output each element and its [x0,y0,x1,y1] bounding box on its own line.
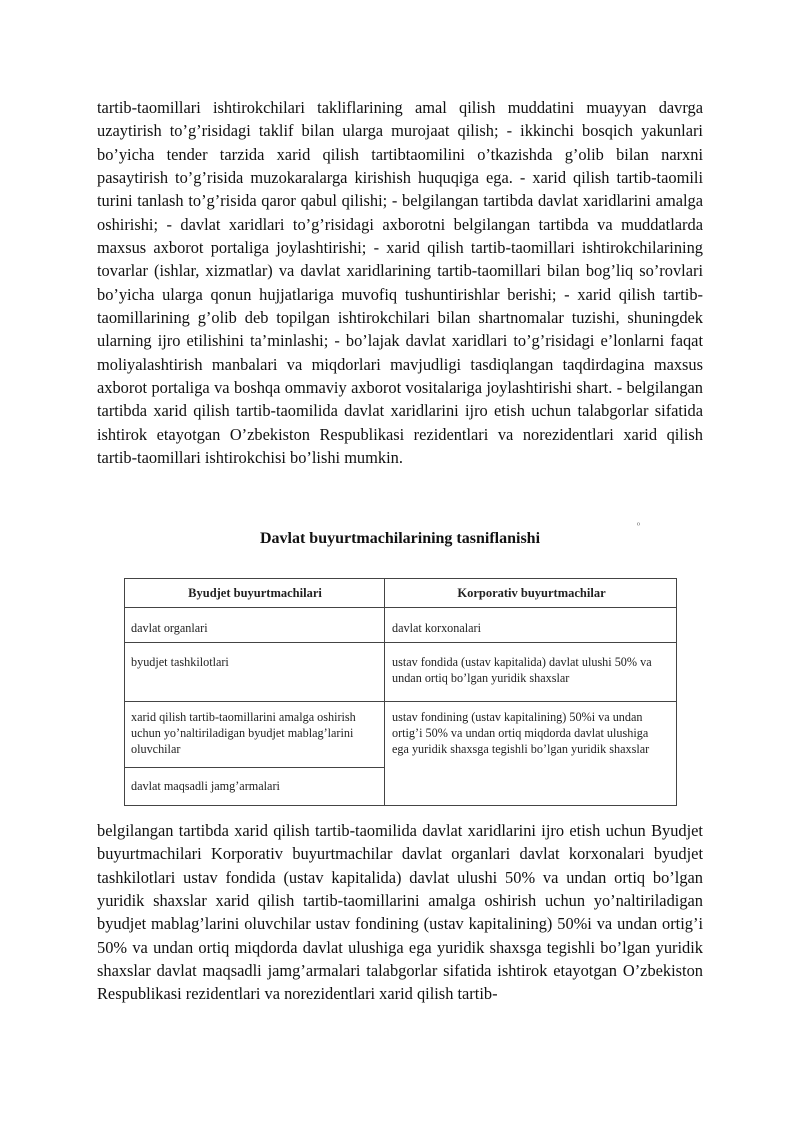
table-cell-right-2: ustav fondida (ustav kapitalida) davlat ulushi 50% va undan ortiq bo’lgan yuridik shaxslar [392,655,652,685]
table-cell-left-4: davlat maqsadli jamg’armalari [131,779,280,793]
table-row-line-3-left [124,767,384,768]
table-header-line [124,607,677,608]
body-paragraph-bottom: belgilangan tartibda xarid qilish tartib-taomilida davlat xaridlarini ijro etish uchun Byudjet buyurtmachilari Korporativ buyurtmachilar davlat organlari davlat korxonalari byudjet tashkilotlari ustav fondida (ustav kapitalida) davlat ulushi 50% va undan ortiq bo’lgan yuridik shaxslar xarid qilish tartib-taomillarini amalga oshirish uchun yo’naltiriladigan byudjet mablag’larini oluvchilar ustav fondining (ustav kapitalining) 50%i va undan ortig’i 50% va undan ortiq miqdorda davlat ulushiga ega yuridik shaxsga tegishli bo’lgan yuridik shaxslar davlat maqsadli jamg’armalari talabgorlar sifatida ishtirok etayotgan O’zbekiston Respublikasi rezidentlari va norezidentlari xarid qilish tartib- [97,821,703,1004]
table-row-line-1 [124,642,677,643]
table-header-left: Byudjet buyurtmachilari [188,586,322,600]
body-paragraph-top: tartib-taomillari ishtirokchilari takliflarining amal qilish muddatini muayyan davrga uzaytirish to’g’risidagi taklif bilan ularga murojaat qilish; - ikkinchi bosqich yakunlari bo’yicha tender tarzida xarid qilish tartibtaomilini o’tkazishda g’olib bilan narxni pasaytirish to’g’risida muzokaralarga kirishish huquqiga ega. - xarid qilish tartib-taomili turini tanlash to’g’risida qaror qabul qilishi; - belgilangan tartibda davlat xaridlarini amalga oshirishi; - davlat xaridlari to’g’risidagi axborotni belgilangan tartibda va muddatlarda maxsus axborot portaliga joylashtirishi; - xarid qilish tartib-taomillari ishtirokchilarining tovarlar (ishlar, xizmatlar) va davlat xaridlarining tartib-taomillari bilan bog’liq so’rovlari bo’yicha ularga qonun hujjatlariga muvofiq tushuntirishlar berishi; - xarid qilish tartib-taomillarining g’olib deb topilgan ishtirokchilari bilan shartnomalar tuzishi, shuningdek ularning ijro etilishini ta’minlashi; - bo’lajak davlat xaridlari to’g’risidagi e’lonlarni faqat moliyalashtirish manbalari va miqdorlari mavjudligi tasdiqlangan taqdirdagina maxsus axborot portaliga va boshqa ommaviy axborot vositalariga joylashtirishi shart. - belgilangan tartibda xarid qilish tartib-taomilida davlat xaridlarini ijro etish uchun talabgorlar sifatida ishtirok etayotgan O’zbekiston Respublikasi rezidentlari va norezidentlari xarid qilish tartib-taomillari ishtirokchisi bo’lishi mumkin. [97,98,703,468]
table-border-left [124,578,125,806]
table-cell-left-3: xarid qilish tartib-taomillarini amalga oshirish uchun yo’naltiriladigan byudjet mablag’larini oluvchilar [131,710,356,756]
table-column-divider [384,578,385,806]
table-cell-left-1: davlat organlari [131,621,208,635]
table-border-right [676,578,677,806]
table-header-right: Korporativ buyurtmachilar [457,586,606,600]
scan-mark: ᵒ [637,520,640,531]
table-cell-right-1: davlat korxonalari [392,621,482,635]
table-cell-right-3: ustav fondining (ustav kapitalining) 50%i va undan ortig’i 50% va undan ortiq miqdorda davlat ulushiga ega yuridik shaxsga tegishli bo’lgan yuridik shaxslar [392,710,650,756]
table-border-bottom [124,805,677,806]
figure-title: Davlat buyurtmachilarining tasniflanishi [259,530,541,547]
classification-table [124,578,677,806]
table-cell-left-2: byudjet tashkilotlari [131,655,229,669]
table-row-line-2 [124,701,677,702]
